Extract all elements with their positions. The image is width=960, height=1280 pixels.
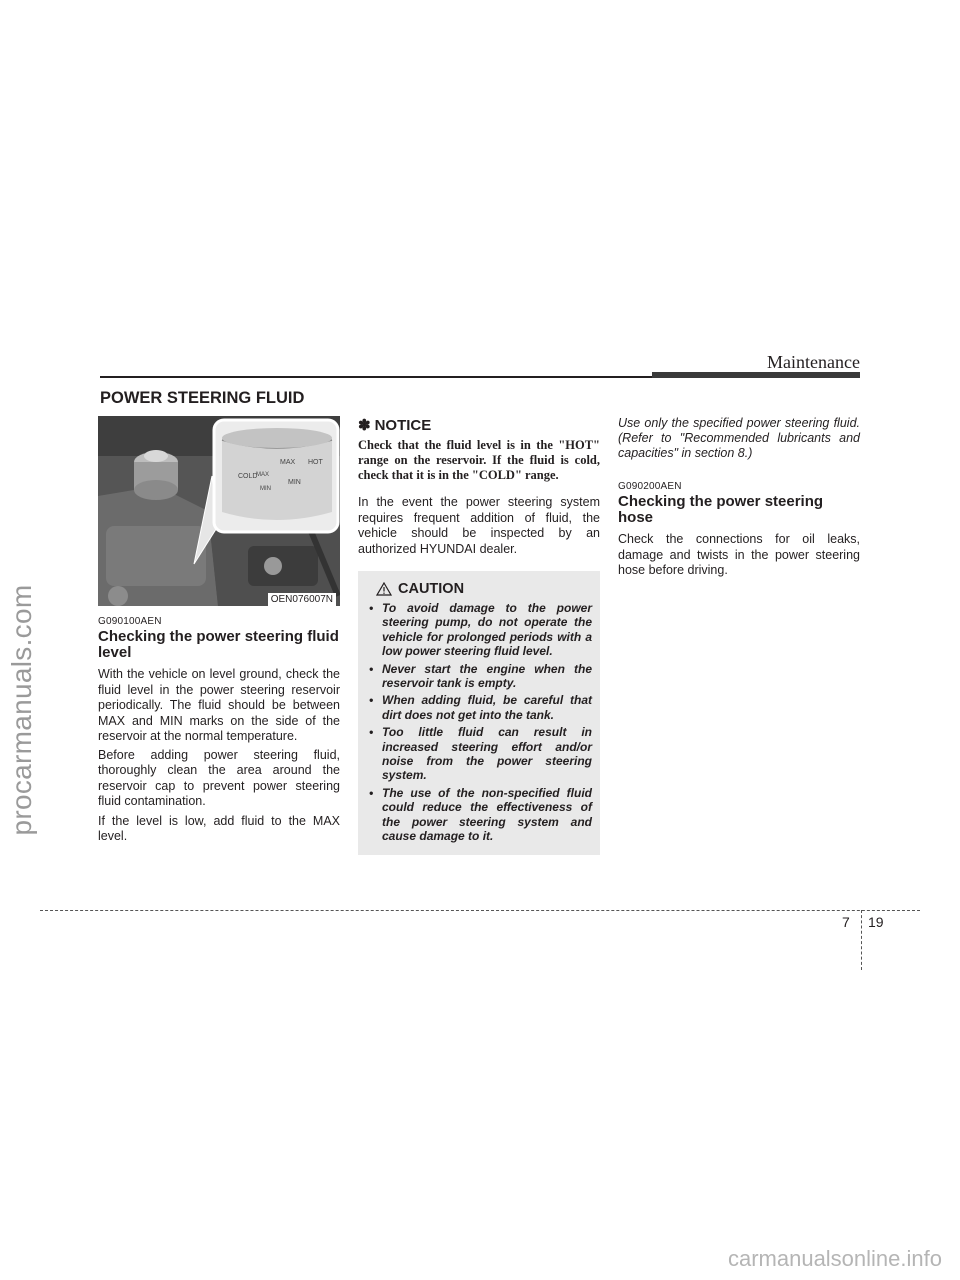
- paragraph: With the vehicle on level ground, check the fluid level in the power steering reservoir periodically. The fluid should be between MAX and MIN marks on the side of the reservoir at the normal temperature.: [98, 667, 340, 743]
- caution-list: [366, 601, 592, 844]
- column-right: [618, 416, 860, 581]
- column-left: [98, 416, 340, 847]
- engine-bay-illustration: [98, 416, 340, 606]
- notice-text: Check that the fluid level is in the "HOT" range on the reservoir. If the fluid is cold, check that it is in the "COLD" range.: [358, 438, 600, 482]
- paragraph: Check the connections for oil leaks, damage and twists in the power steering hose before driving.: [618, 532, 860, 577]
- notice-heading: [358, 416, 600, 434]
- caution-item: • The use of the non-specified fluid could reduce the effectiveness of the power steering system and cause damage to it.: [366, 786, 592, 844]
- photo-code-label: OEN076007N: [268, 593, 336, 606]
- page-title: POWER STEERING FLUID: [100, 389, 305, 407]
- caution-heading: [376, 581, 592, 597]
- notice-star-icon: ✽: [358, 417, 371, 434]
- caution-item: • Too little fluid can result in increased steering effort and/or noise from the power steering system.: [366, 725, 592, 783]
- section-code: G090100AEN: [98, 616, 162, 627]
- caution-item: • Never start the engine when the reservoir tank is empty.: [366, 662, 592, 691]
- caution-item: • When adding fluid, be careful that dirt does not get into the tank.: [366, 693, 592, 722]
- caution-item: • To avoid damage to the power steering pump, do not operate the vehicle for prolonged periods with a low power steering fluid level.: [366, 601, 592, 659]
- reservoir-mark-cold-max: MAX: [256, 472, 270, 478]
- reservoir-mark-min: MIN: [288, 479, 301, 486]
- footer-rule: [40, 910, 920, 911]
- section-name: Maintenance: [767, 352, 860, 372]
- chapter-number: 7: [842, 914, 850, 930]
- reservoir-mark-cold: COLD: [238, 473, 258, 480]
- caution-title-text: CAUTION: [398, 581, 465, 597]
- reservoir-mark-cold-min: MIN: [260, 486, 271, 492]
- section-code: G090200AEN: [618, 481, 682, 492]
- column-middle: [358, 416, 600, 855]
- section-heading: Checking the power steering hose: [618, 493, 824, 526]
- side-watermark-text: procarmanuals.com: [6, 584, 37, 836]
- paragraph: In the event the power steering system requires frequent addition of fluid, the vehicle should be inspected by an authorized HYUNDAI dealer.: [358, 495, 600, 556]
- reservoir-mark-max: MAX: [280, 459, 296, 466]
- section-heading: Checking the power steering fluid level: [98, 628, 339, 661]
- footer-divider: [861, 910, 862, 970]
- specified-fluid-note: Use only the specified power steering fluid. (Refer to "Recommended lubricants and capacities" in section 8.): [618, 416, 860, 460]
- reservoir-photo: [98, 416, 340, 606]
- reservoir-mark-hot: HOT: [308, 459, 323, 466]
- header-tab-bar: [652, 372, 860, 378]
- paragraph: If the level is low, add fluid to the MAX level.: [98, 813, 340, 843]
- page-number: 19: [868, 914, 884, 930]
- caution-box: [358, 571, 600, 855]
- warning-triangle-icon: [376, 582, 392, 596]
- bottom-watermark: carmanualsonline.info: [727, 1246, 942, 1271]
- paragraph: Before adding power steering fluid, thoroughly clean the area around the reservoir cap to prevent power steering fluid contamination.: [98, 747, 340, 808]
- side-watermark: [2, 430, 42, 990]
- notice-title-text: NOTICE: [374, 416, 432, 434]
